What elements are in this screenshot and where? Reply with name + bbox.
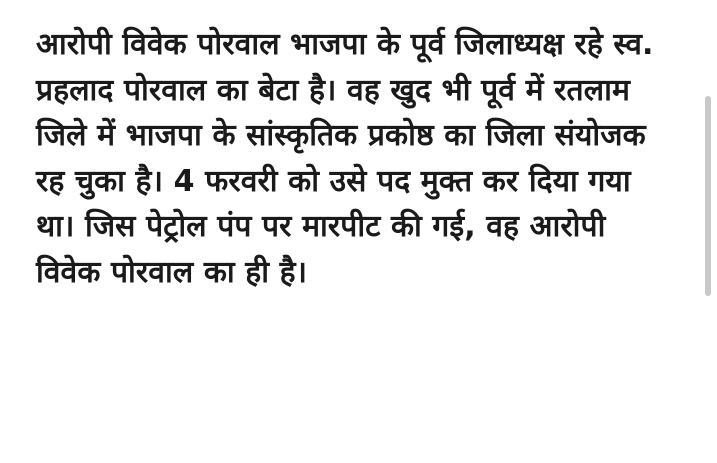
vertical-scrollbar-thumb[interactable] [705, 96, 711, 296]
vertical-scrollbar-track[interactable] [708, 0, 714, 463]
article-body-text: आरोपी विवेक पोरवाल भाजपा के पूर्व जिलाध्यक्ष रहे स्व. प्रहलाद पोरवाल का बेटा है। वह खुद भी पूर्व में रतलाम जिले में भाजपा के सांस्कृतिक प्रकोष्ठ का जिला संयोजक रह चुका है। 4 फरवरी को उसे पद मुक्त कर दिया गया था। जिस पेट्रोल पंप पर मारपीट की गई, वह आरोपी विवेक पोरवाल का ही है। [36, 27, 665, 290]
